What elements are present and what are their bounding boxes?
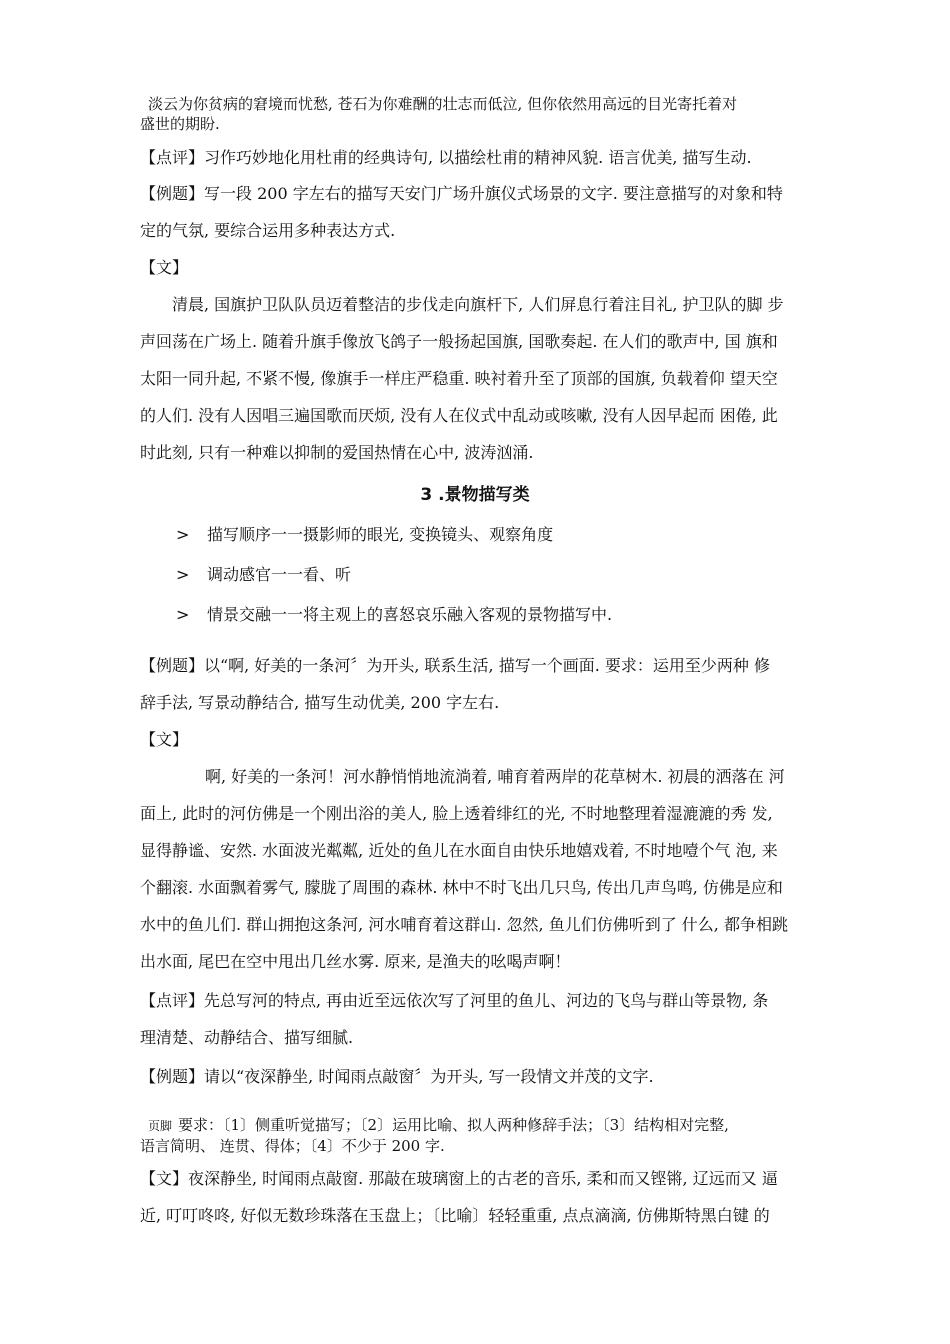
bullet-item-3: 情景交融一一将主观上的喜怒哀乐融入客观的景物描写中. bbox=[207, 605, 613, 624]
example-1-line-2: 定的气氛, 要综合运用多种表达方式. bbox=[140, 221, 396, 240]
requirements-text-1: 要求：〔1〕侧重听觉描写；〔2〕运用比喻、拟人两种修辞手法；〔3〕结构相对完整, bbox=[178, 1116, 729, 1134]
passage-1-line-4: 的人们. 没有人因唱三遍国歌而厌烦, 没有人在仪式中乱动或咳嗽, 没有人因早起而 困倦, 此 bbox=[140, 406, 778, 425]
footer-label: 页脚 bbox=[148, 1119, 173, 1133]
passage-3-line-1: 【文】夜深静坐, 时闻雨点敲窗. 那敲在玻璃窗上的古老的音乐, 柔和而又铿锵, 辽远而又 逼 bbox=[140, 1169, 778, 1188]
comment-2-line-1: 【点评】先总写河的特点, 再由近至远依次写了河里的鱼儿、河边的飞鸟与群山等景物, 条 bbox=[140, 991, 769, 1010]
passage-1-line-3: 太阳一同升起, 不紧不慢, 像旗手一样庄严稳重. 映衬着升至了顶部的国旗, 负载着仰 望天空 bbox=[140, 369, 778, 388]
passage-2-line-5: 水中的鱼儿们. 群山拥抱这条河, 河水哺育着这群山. 忽然, 鱼儿们仿佛听到了 什么, 都争相跳 bbox=[140, 915, 788, 934]
example-1-line-1: 【例题】写一段 200 字左右的描写天安门广场升旗仪式场景的文字. 要注意描写的对象和特 bbox=[140, 184, 783, 203]
comment-1: 【点评】习作巧妙地化用杜甫的经典诗句, 以描绘杜甫的精神风貌. 语言优美, 描写生动. bbox=[140, 148, 752, 167]
bullet-item-2: 调动感官一一看、听 bbox=[207, 565, 352, 584]
passage-2-line-2: 面上, 此时的河仿佛是一个刚出浴的美人, 脸上透着绯红的光, 不时地整理着湿漉漉的秀 发, bbox=[140, 804, 773, 823]
passage-2-line-6: 出水面, 尾巴在空中甩出几丝水雾. 原来, 是渔夫的吆喝声啊！ bbox=[140, 952, 571, 971]
passage-1-line-1: 清晨, 国旗护卫队队员迈着整洁的步伐走向旗杆下, 人们屏息行着注目礼, 护卫队的脚 步 bbox=[172, 295, 784, 314]
bullet-marker-1: > bbox=[176, 525, 190, 544]
requirements-line-2: 语言简明、 连贯、得体；〔4〕不少于 200 字. bbox=[140, 1137, 445, 1155]
intro-line-2: 盛世的期盼. bbox=[140, 115, 220, 133]
example-2-line-2: 辞手法, 写景动静结合, 描写生动优美, 200 字左右. bbox=[140, 693, 500, 712]
passage-3-line-2: 近, 叮叮咚咚, 好似无数珍珠落在玉盘上；〔比喻〕轻轻重重, 点点滴滴, 仿佛斯特黑白键 的 bbox=[140, 1206, 770, 1225]
example-2-line-1: 【例题】以“啊, 好美的一条河〞为开头, 联系生活, 描写一个画面. 要求：运用至少两种 修 bbox=[140, 656, 770, 675]
text-label-1: 【文】 bbox=[140, 258, 189, 277]
comment-2-line-2: 理清楚、动静结合、描写细腻. bbox=[140, 1028, 354, 1047]
text-label-2: 【文】 bbox=[140, 730, 189, 749]
bullet-item-1: 描写顺序一一摄影师的眼光, 变换镜头、观察角度 bbox=[207, 525, 554, 544]
passage-1-line-2: 声回荡在广场上. 随着升旗手像放飞鸽子一般扬起国旗, 国歌奏起. 在人们的歌声中, 国 旗和 bbox=[140, 332, 778, 351]
bullet-marker-2: > bbox=[176, 565, 190, 584]
intro-line-1: 淡云为你贫病的窘境而忧愁, 苍石为你难酬的壮志而低泣, 但你依然用高远的目光寄托着对 bbox=[148, 95, 738, 113]
passage-2-line-4: 个翻滚. 水面飘着雾气, 朦胧了周围的森林. 林中不时飞出几只鸟, 传出几声鸟鸣, 仿佛是应和 bbox=[140, 878, 783, 897]
bullet-marker-3: > bbox=[176, 605, 190, 624]
example-3: 【例题】请以“夜深静坐, 时闻雨点敲窗〞为开头, 写一段情文并茂的文字. bbox=[140, 1067, 654, 1086]
passage-2-line-3: 显得静谧、安然. 水面波光粼粼, 近处的鱼儿在水面自由快乐地嬉戏着, 不时地噎个气 泡, 来 bbox=[140, 841, 778, 860]
passage-1-line-5: 时此刻, 只有一种难以抑制的爱国热情在心中, 波涛汹涌. bbox=[140, 443, 534, 462]
passage-2-line-1: 啊, 好美的一条河！河水静悄悄地流淌着, 哺育着两岸的花草树木. 初晨的洒落在 河 bbox=[205, 767, 785, 786]
requirements-line-1 bbox=[148, 1115, 838, 1136]
section-heading: 3 .景物描写类 bbox=[420, 485, 530, 505]
